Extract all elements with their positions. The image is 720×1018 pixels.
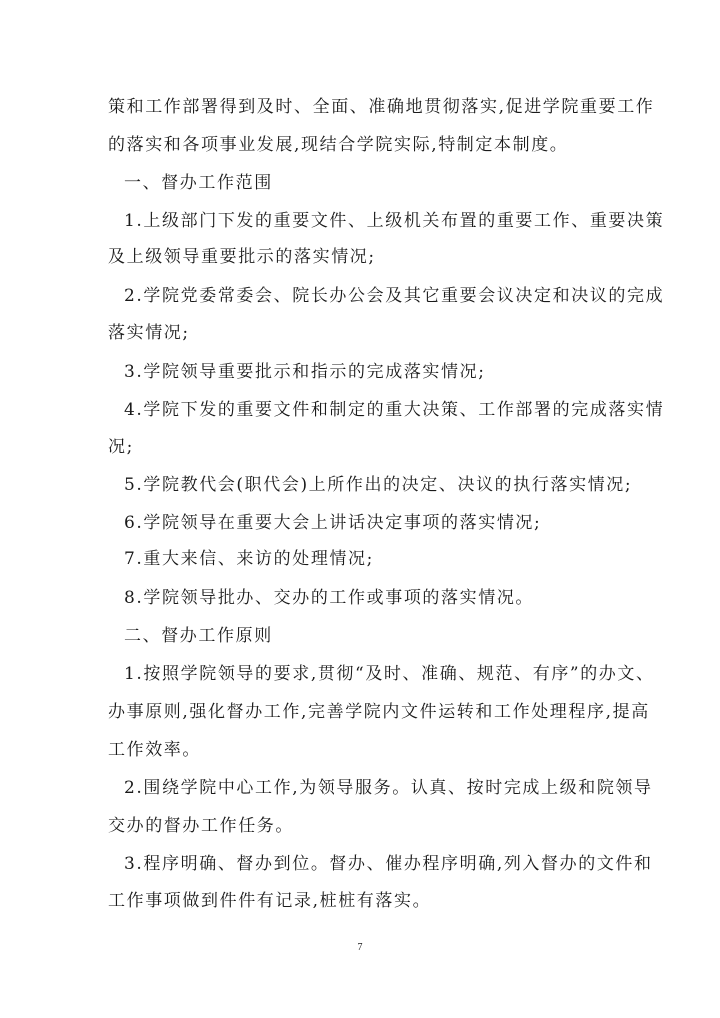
text-line: 策和工作部署得到及时、全面、准确地贯彻落实,促进学院重要工作 [108, 97, 655, 117]
text-line: 交办的督办工作任务。 [108, 816, 294, 836]
text-line: 办事原则,强化督办工作,完善学院内文件运转和工作处理程序,提高 [108, 702, 650, 722]
section-heading: 二、督办工作原则 [124, 626, 273, 646]
text-line: 3.学院领导重要批示和指示的完成落实情况; [124, 362, 486, 382]
text-line: 3.程序明确、督办到位。督办、催办程序明确,列入督办的文件和 [124, 854, 653, 874]
text-line: 1.上级部门下发的重要文件、上级机关布置的重要工作、重要决策 [124, 211, 665, 231]
text-line: 2.学院党委常委会、院长办公会及其它重要会议决定和决议的完成 [124, 286, 665, 306]
text-line: 4.学院下发的重要文件和制定的重大决策、工作部署的完成落实情 [124, 400, 665, 420]
section-heading: 一、督办工作范围 [124, 173, 273, 193]
text-line: 1.按照学院领导的要求,贯彻“及时、准确、规范、有序”的办文、 [124, 664, 655, 684]
text-line: 及上级领导重要批示的落实情况; [108, 247, 376, 267]
text-line: 7.重大来信、来访的处理情况; [124, 549, 374, 569]
text-line: 况; [108, 437, 134, 457]
text-line: 8.学院领导批办、交办的工作或事项的落实情况。 [124, 588, 535, 608]
page-number: 7 [357, 942, 363, 953]
text-line: 工作效率。 [108, 740, 201, 760]
text-line: 5.学院教代会(职代会)上所作出的决定、决议的执行落实情况; [124, 475, 633, 495]
text-line: 6.学院领导在重要大会上讲话决定事项的落实情况; [124, 513, 542, 533]
text-line: 工作事项做到件件有记录,桩桩有落实。 [108, 891, 432, 911]
text-line: 落实情况; [108, 323, 190, 343]
text-line: 2.围绕学院中心工作,为领导服务。认真、按时完成上级和院领导 [124, 778, 653, 798]
text-line: 的落实和各项事业发展,现结合学院实际,特制定本制度。 [108, 135, 569, 155]
